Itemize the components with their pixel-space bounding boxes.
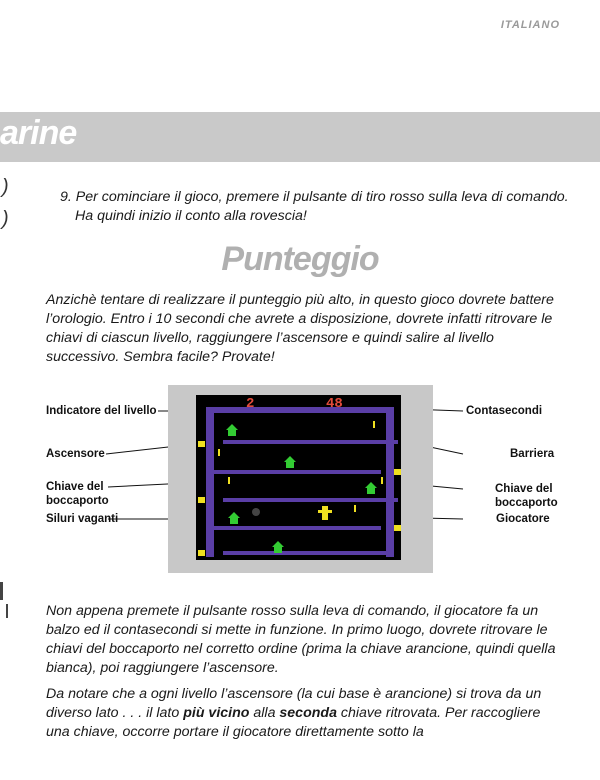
intro-paragraph: Anzichè tentare di realizzare il punteggio più alto, in questo gioco dovrete battere l’orologio. Entro i 10 secondi che avrete a disposizione, dovrete infatti ritrovare le chiavi di ciascun livello, raggiungere l’ascensore e quindi salire al livello successivo. Sembra facile? Provate! <box>46 292 554 365</box>
label-hatch-key-right: Chiave del boccaporto <box>495 483 558 509</box>
label-barrier: Barriera <box>510 448 555 460</box>
label-hatch-key-left: Chiave del boccaporto <box>46 481 109 507</box>
label-player: Giocatore <box>496 513 550 525</box>
body-paragraph-3 <box>46 685 566 742</box>
edge-fragment: ) <box>2 208 9 230</box>
level-indicator: 2 <box>246 396 255 412</box>
label-torpedoes: Siluri vaganti <box>46 513 119 525</box>
para3-text-3: chiave ritrovata. Per raccogliere una chiave, occorre portare il giocatore direttamente sotto la <box>46 705 541 740</box>
para3-bold-1: più vicino <box>183 705 250 721</box>
edge-fragment: ) <box>2 176 9 198</box>
game-screen <box>196 395 401 560</box>
timer-counter: 48 <box>326 396 343 412</box>
banner-title: arine <box>0 114 77 152</box>
para3-bold-2: seconda <box>279 705 337 721</box>
torpedo-icon <box>252 508 260 516</box>
label-elevator: Ascensore <box>46 448 105 460</box>
section-heading: Punteggio <box>221 240 379 278</box>
step-9-instruction: 9. Per cominciare il gioco, premere il pulsante di tiro rosso sulla leva di comando. Ha quindi inizio il conto alla rovescia! <box>60 189 569 224</box>
para3-text-1: Da notare che a ogni livello l’ascensore (la cui base è arancione) si trova da un diverso lato . . . il lato <box>46 686 542 721</box>
label-level-indicator: Indicatore del livello <box>46 405 157 417</box>
game-screenshot <box>168 385 433 573</box>
para3-text-2: alla <box>249 705 280 721</box>
body-paragraph-2: Non appena premete il pulsante rosso sulla leva di comando, il giocatore fa un balzo ed il contasecondi si mette in funzione. In primo luogo, dovrete ritrovare le chiavi del boccaporto nel corretto ordine (prima la chiave arancione, quindi quella bianca), poi raggiungere l’ascensore. <box>46 603 556 676</box>
language-label: ITALIANO <box>500 19 560 31</box>
label-timer: Contasecondi <box>466 405 543 417</box>
